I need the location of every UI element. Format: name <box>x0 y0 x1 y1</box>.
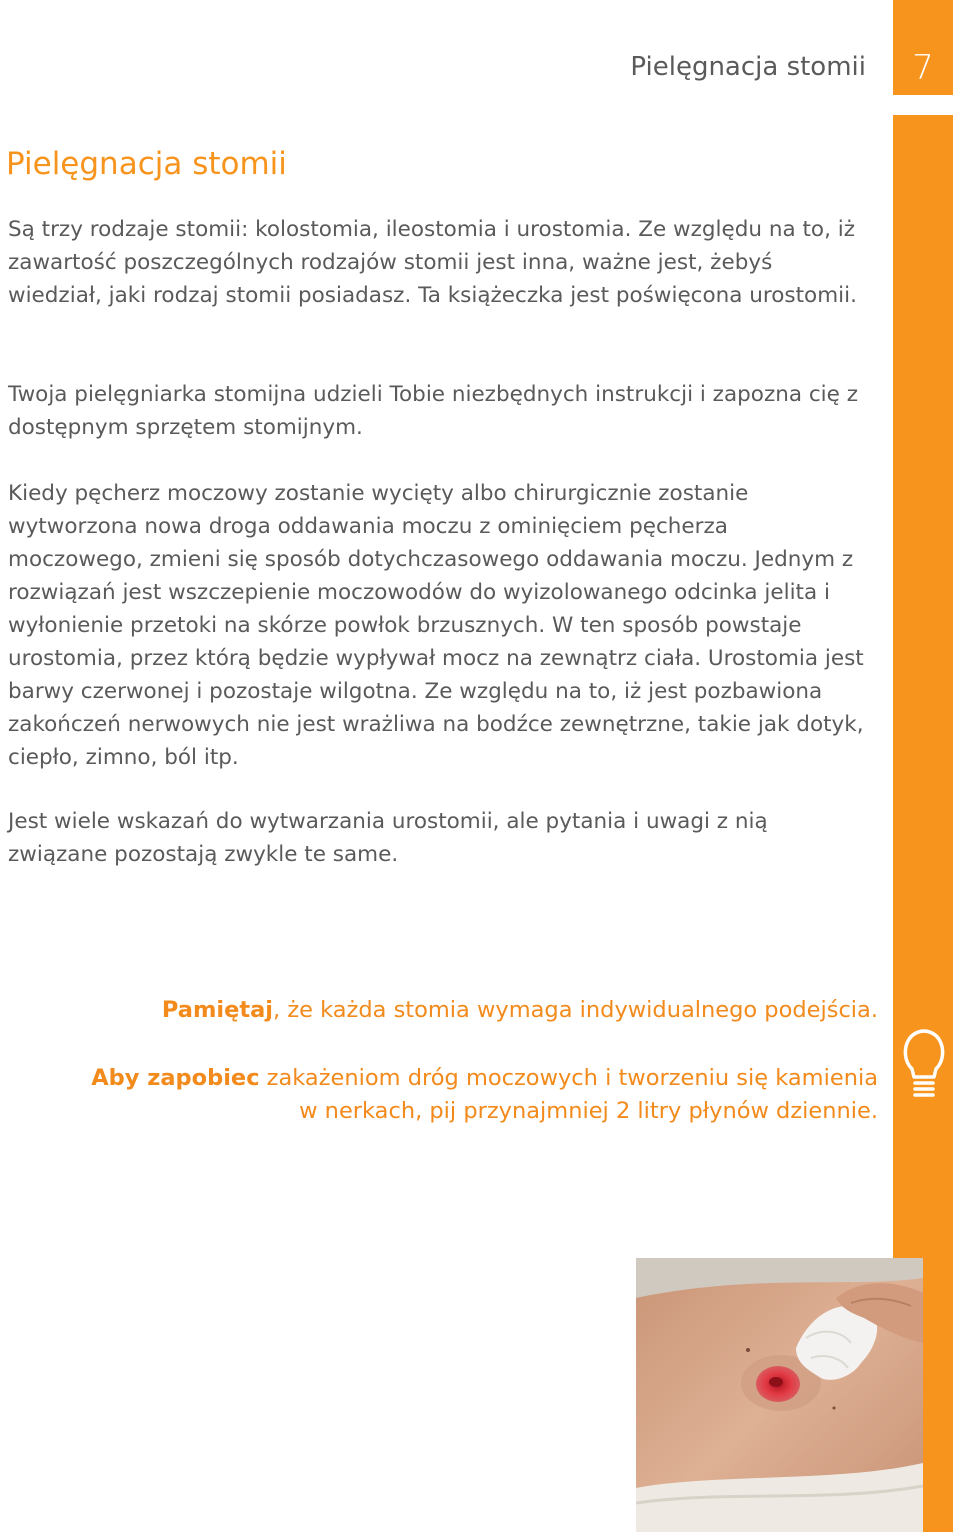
stoma-care-photo <box>636 1258 923 1532</box>
tip-remember-text: , że każda stomia wymaga indywidualnego podejścia. <box>273 997 878 1023</box>
paragraph-nurse: Twoja pielęgniarka stomijna udzieli Tobie niezbędnych instrukcji i zapozna cię z dostępnym sprzętem stomijnym. <box>8 382 859 440</box>
tip-prevent-lead: Aby zapobiec <box>91 1065 260 1091</box>
paragraph-intro: Są trzy rodzaje stomii: kolostomia, ileostomia i urostomia. Ze względu na to, iż zawartość poszczególnych rodzajów stomii jest inna, ważne jest, żebyś wiedział, jaki rodzaj stomii posiadasz. Ta książeczka jest poświęcona urostomii. <box>8 217 857 308</box>
page-title: Pielęgnacja stomii <box>6 146 287 182</box>
tip-remember-lead: Pamiętaj <box>161 997 274 1023</box>
lightbulb-icon <box>900 1025 948 1097</box>
paragraph-urostomy: Kiedy pęcherz moczowy zostanie wycięty albo chirurgicznie zostanie wytworzona nowa droga oddawania moczu z ominięciem pęcherza moczowego, zmieni się sposób dotychczasowego oddawania moczu. Jednym z rozwiązań jest wszczepienie moczowodów do wyizolowanego odcinka jelita i wyłonienie przetoki na skórze powłok brzusznych. W ten sposób powstaje urostomia, przez którą będzie wypływał mocz na zewnątrz ciała. Urostomia jest barwy czerwonej i pozostaje wilgotna. Ze względu na to, iż jest pozbawiona zakończeń nerwowych nie jest wrażliwa na bodźce zewnętrzne, takie jak dotyk, ciepło, zimno, ból itp. <box>8 481 864 770</box>
running-header: Pielęgnacja stomii <box>630 52 866 82</box>
tip-prevent <box>78 1062 878 1128</box>
tip-prevent-text: zakażeniom dróg moczowych i tworzeniu się kamienia w nerkach, pij przynajmniej 2 litry płynów dziennie. <box>259 1065 878 1124</box>
page-number: 7 <box>912 48 934 88</box>
paragraph-indications: Jest wiele wskazań do wytwarzania urostomii, ale pytania i uwagi z nią związane pozostają zwykle te same. <box>8 809 768 867</box>
tip-remember <box>118 994 878 1027</box>
